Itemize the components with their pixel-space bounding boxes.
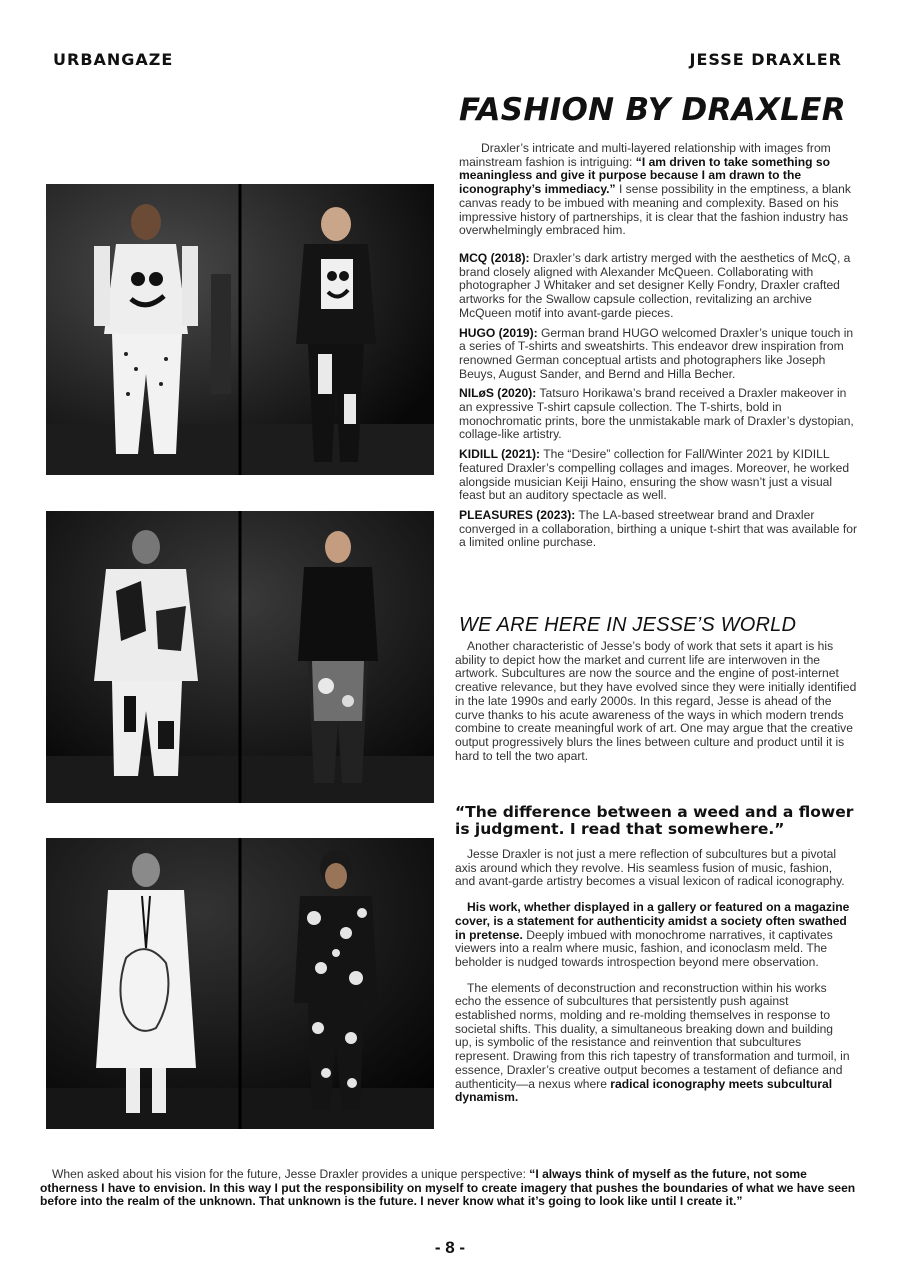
collab-name: NILøS (2020): — [459, 386, 537, 401]
closing-text: When asked about his vision for the future, Jesse Draxler provides a unique perspective: — [52, 1167, 530, 1181]
collab-text: Tatsuro Horikawa’s brand received a Draxler makeover in an expressive T-shirt capsule collection. The T-shirts, bold in monochromatic prints, bore the unmistakable mark of Draxler’s dystopian, collage-like artistry. — [459, 386, 854, 442]
body-text: The elements of deconstruction and reconstruction within his works echo the essence of subcultures that persistently push against established norms, molding and re-molding themselves in response to societal shifts. This duality, a simultaneous breaking down and building up, is symbolic of the resistance and reinvention that subcultures represent. Drawing from this rich tapestry of transformation and turmoil, in essence, Draxler’s creative output becomes a testament of defiance and authenticity—a nexus where — [455, 980, 850, 1091]
collab-text: Draxler’s dark artistry merged with the aesthetics of McQ, a brand closely aligned with Alexander McQueen. Collaborating with photographer J Whitaker and set designer Kelly Fondry, Draxler crafted artworks for the Swallow capsule collection, revitalizing an archive McQueen motif into avant-garde pieces. — [459, 251, 851, 320]
world-paragraph: Another characteristic of Jesse’s body of work that sets it apart is his ability to depict how the market and current life are interwoven in the artwork. Subcultures are now the source and the engine of post-internet creative relevance, but they have evolved since they were initially identified in the late 1990s and early 2000s. In this regard, Jesse is ahead of the curve thanks to his acute awareness of the ways in which modern trends combine to create meaningful work of art. One may argue that the creative output progressively blurs the lines between culture and product until it is hard to tell the two apart. — [455, 639, 857, 763]
collab-name: MCQ (2018): — [459, 251, 530, 265]
collab-name: KIDILL (2021): — [459, 447, 541, 462]
closing-paragraph — [40, 1168, 860, 1209]
collab-list — [459, 252, 859, 550]
collab-name: HUGO (2019): — [459, 325, 538, 340]
pull-quote: “The difference between a weed and a flower is judgment. I read that somewhere.” — [455, 803, 854, 838]
runway-photo-1 — [46, 184, 434, 475]
section-heading: WE ARE HERE IN JESSE’S WORLD — [459, 614, 797, 636]
collab-text: The “Desire” collection for Fall/Winter 2021 by KIDILL featured Draxler’s compelling collages and images. Moreover, he worked alongside musician Keiji Haino, ensuring the show wasn’t just a visual feast but an auditory spectacle as well. — [459, 447, 850, 503]
collab-nilos — [459, 387, 859, 442]
collab-text: The LA-based streetwear brand and Draxler converged in a collaboration, birthing a unique t-shirt that was available for a limited online purchase. — [459, 507, 857, 550]
runway-photo-3 — [46, 838, 434, 1129]
closing-quote: “I always think of myself as the future, not some otherness I have to envision. In this way I put the responsibility on myself to create imagery that pushes the boundaries of what we have seen before into the realm of the unknown. That unknown is the future. I never know what it’s going to look like until I create it.” — [40, 1167, 856, 1209]
runway-photo-2 — [46, 511, 434, 803]
body-paragraph-c — [455, 982, 850, 1105]
magazine-name: URBANGAZE — [53, 50, 174, 69]
collab-name: PLEASURES (2023): — [459, 507, 576, 522]
body-paragraph-a: Jesse Draxler is not just a mere reflection of subcultures but a pivotal axis around which they revolve. His seamless fusion of music, fashion, and avant-garde artistry becomes a visual lexicon of radical iconography. — [455, 847, 845, 889]
body-text: Deeply imbued with monochrome narratives, it captivates viewers into a realm where music, fashion, and iconoclasm meld. The beholder is nudged towards introspection beyond mere observation. — [455, 927, 833, 969]
intro-text-cont: I sense possibility in the emptiness, a blank canvas ready to be imbued with meaning and complexity. Based on his impressive history of partnerships, it is clear that the fashion industry has overwhelmingly embraced him. — [459, 182, 851, 238]
collab-text: German brand HUGO welcomed Draxler’s unique touch in a series of T-shirts and sweatshirts. This endeavor drew inspiration from renowned German conceptual artists and photographers like Joseph Beuys, August Sander, and Bernd and Hilla Becher. — [459, 325, 854, 381]
collab-mcq — [459, 252, 859, 321]
collab-kidill — [459, 448, 859, 503]
intro-section — [459, 142, 859, 238]
intro-text: Draxler’s intricate and multi-layered relationship with images from mainstream fashion is intriguing: — [459, 141, 831, 169]
bold-statement: His work, whether displayed in a gallery or featured on a magazine cover, is a statement for authenticity amidst a society often swathed in pretense. — [455, 900, 850, 942]
world-section — [455, 640, 859, 763]
article-subject: JESSE DRAXLER — [689, 50, 842, 69]
page-number: - 8 - — [434, 1238, 466, 1257]
body-section — [455, 848, 850, 1105]
collab-pleasures — [459, 509, 859, 550]
body-paragraph-b — [455, 901, 850, 970]
collab-hugo — [459, 327, 859, 382]
article-title: FASHION BY DRAXLER — [459, 92, 846, 128]
intro-paragraph — [459, 142, 859, 238]
intro-quote: “I am driven to take something so meaningless and give it purpose because I am drawn to the iconography’s immediacy.” — [459, 154, 831, 197]
bold-conclusion: radical iconography meets subcultural dynamism. — [455, 1076, 833, 1105]
